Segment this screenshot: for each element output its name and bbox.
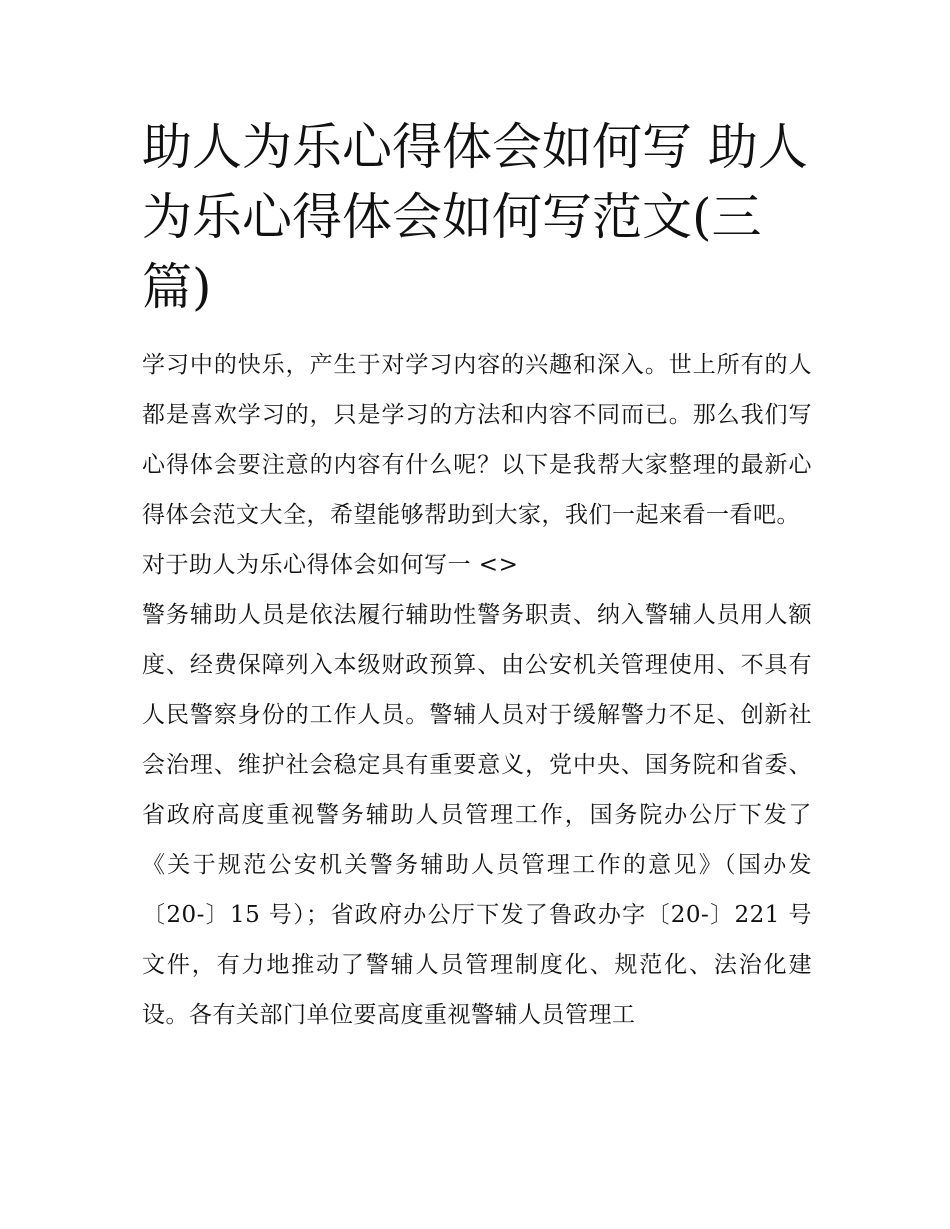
section-heading: 对于助人为乐心得体会如何写一 <> [142, 552, 519, 578]
document-page [142, 112, 812, 1040]
document-title: 助人为乐心得体会如何写 助人为乐心得体会如何写范文(三篇) [142, 118, 808, 316]
intro-paragraph: 学习中的快乐，产生于对学习内容的兴趣和深入。世上所有的人都是喜欢学习的，只是学习的方法和内容不同而已。那么我们写心得体会要注意的内容有什么呢？以下是我帮大家整理的最新心得体会范文大全，希望能够帮助到大家，我们一起来看一看吧。 [142, 352, 812, 528]
body-paragraph: 警务辅助人员是依法履行辅助性警务职责、纳入警辅人员用人额度、经费保障列入本级财政预算、由公安机关管理使用、不具有人民警察身份的工作人员。警辅人员对于缓解警力不足、创新社会治理、维护社会稳定具有重要意义，党中央、国务院和省委、省政府高度重视警务辅助人员管理工作，国务院办公厅下发了《关于规范公安机关警务辅助人员管理工作的意见》（国办发〔20-〕15 号）；省政府办公厅下发了鲁政办字〔20-〕221 号文件，有力地推动了警辅人员管理制度化、规范化、法治化建设。各有关部门单位要高度重视警辅人员管理工 [142, 602, 812, 1028]
